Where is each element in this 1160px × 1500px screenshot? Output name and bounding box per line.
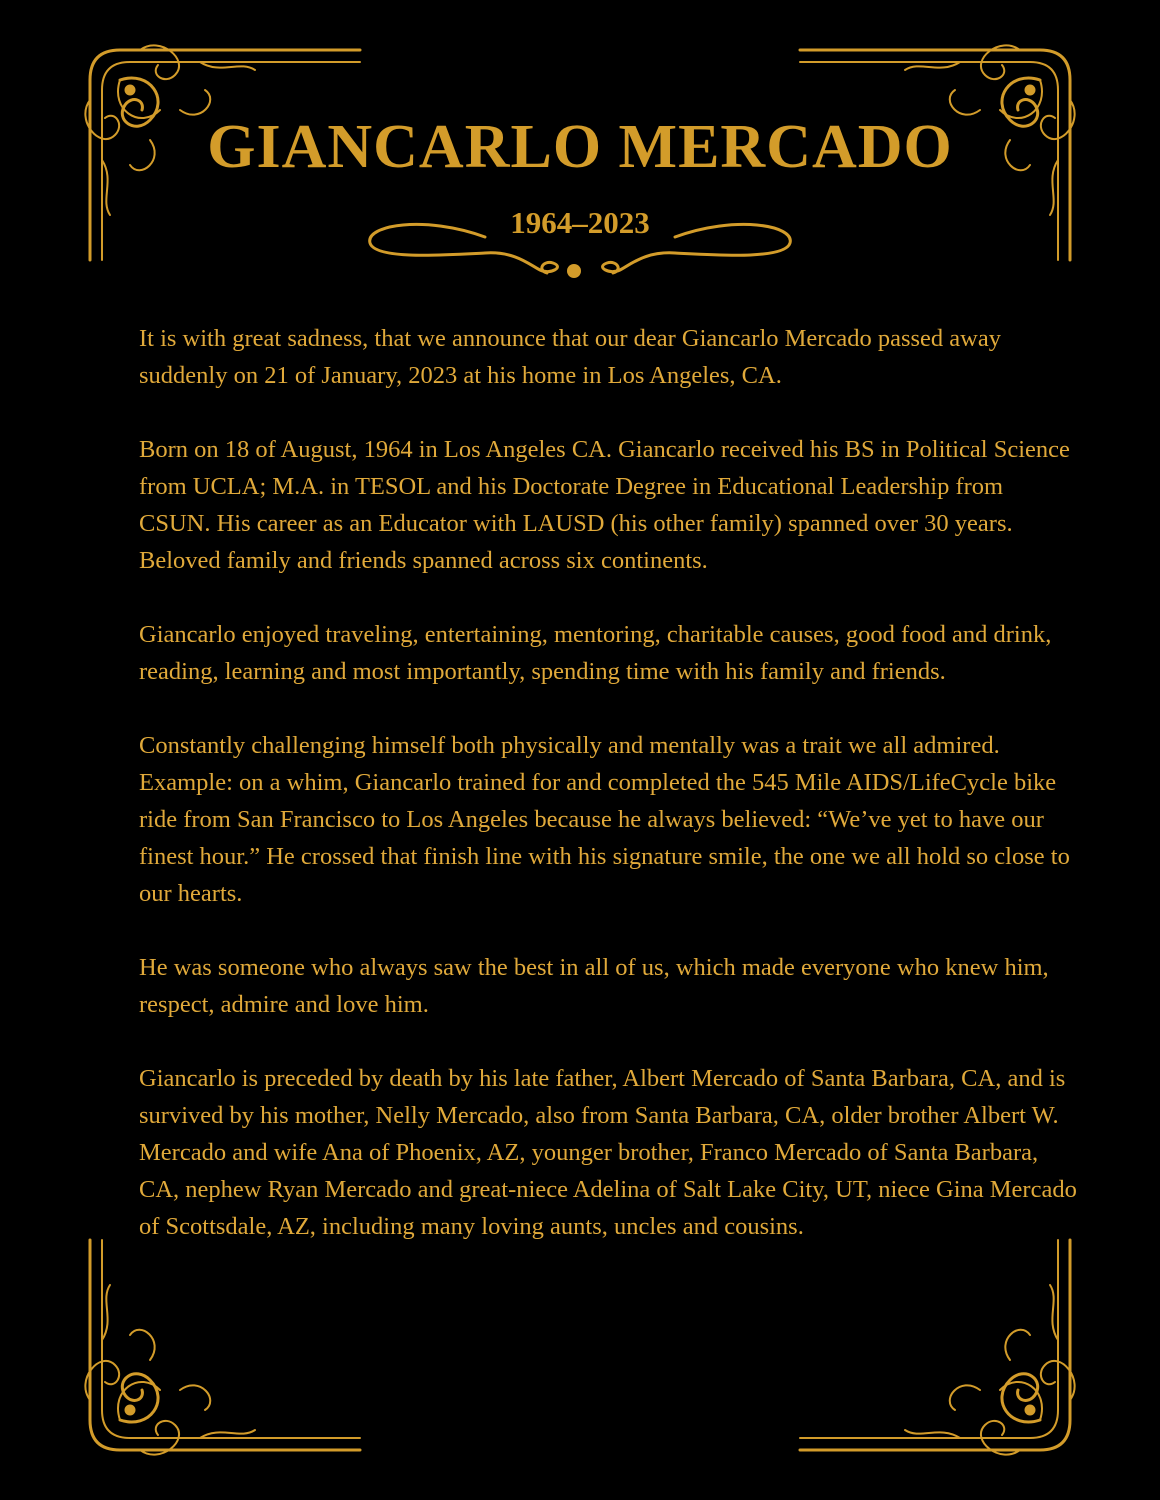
paragraph-interests: Giancarlo enjoyed traveling, entertaining, mentoring, charitable causes, good food and drink, reading, learning and most importantly, spending time with his family and friends. xyxy=(139,621,1052,685)
bottom-right-filigree-icon xyxy=(790,1230,1080,1460)
paragraph-biography: Born on 18 of August, 1964 in Los Angeles CA. Giancarlo received his BS in Political Science from UCLA; M.A. in TESOL and his Doctorate Degree in Educational Leadership from CSUN. His career as an Educator with LAUSD (his other family) spanned over 30 years. Beloved family and friends spanned across six continents. xyxy=(139,436,1070,574)
life-dates: 1964–2023 xyxy=(510,205,650,240)
bottom-left-filigree-icon xyxy=(80,1230,370,1460)
paragraph-announcement: It is with great sadness, that we announce that our dear Giancarlo Mercado passed away suddenly on 21 of January, 2023 at his home in Los Angeles, CA. xyxy=(139,325,1001,389)
swirl-divider-icon xyxy=(365,215,795,290)
obituary-body xyxy=(139,320,1079,1245)
deceased-name-title: GIANCARLO MERCADO xyxy=(207,113,953,181)
paragraph-challenges: Constantly challenging himself both physically and mentally was a trait we all admired. Example: on a whim, Giancarlo trained for and completed the 545 Mile AIDS/LifeCycle bike ride from San Francisco to Los Angeles because he always believed: “We’ve yet to have our finest hour.” He crossed that finish line with his signature smile, the one we all hold so close to our hearts. xyxy=(139,732,1070,907)
paragraph-character: He was someone who always saw the best in all of us, which made everyone who knew him, respect, admire and love him. xyxy=(139,954,1049,1018)
paragraph-family: Giancarlo is preceded by death by his late father, Albert Mercado of Santa Barbara, CA, and is survived by his mother, Nelly Mercado, also from Santa Barbara, CA, older brother Albert W. Mercado and wife Ana of Phoenix, AZ, younger brother, Franco Mercado of Santa Barbara, CA, nephew Ryan Mercado and great-niece Adelina of Salt Lake City, UT, niece Gina Mercado of Scottsdale, AZ, including many loving aunts, uncles and cousins. xyxy=(139,1065,1077,1240)
